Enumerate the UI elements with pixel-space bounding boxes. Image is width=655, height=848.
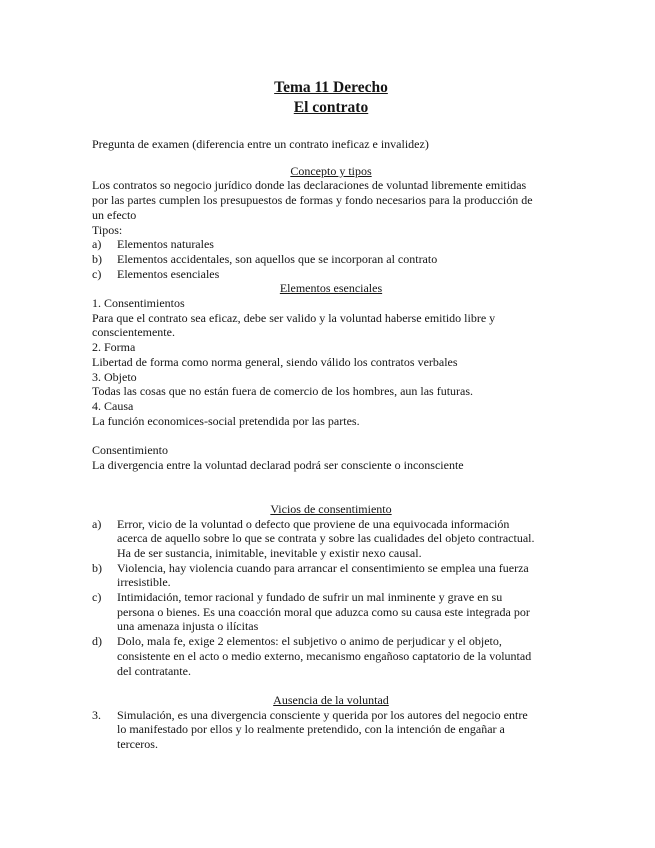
- list-item-text: [117, 634, 570, 678]
- list-item-line: Intimidación, temor racional y fundado de sufrir un mal inminente y grave en su: [117, 590, 503, 605]
- paragraph-line: Consentimiento: [92, 443, 168, 458]
- list-item-text: [117, 590, 570, 634]
- list-item-line: Elementos esenciales: [117, 266, 220, 281]
- list-marker: c): [92, 590, 102, 605]
- paragraph-line: Todas las cosas que no están fuera de comercio de los hombres, aun las futuras.: [92, 384, 474, 399]
- paragraph: [92, 296, 570, 428]
- section-heading: Ausencia de la voluntad: [273, 692, 389, 707]
- list-item-line: irresistible.: [117, 575, 171, 590]
- list-item-line: Violencia, hay violencia cuando para arrancar el consentimiento se emplea una fuerza: [117, 560, 529, 575]
- paragraph-line: Pregunta de examen (diferencia entre un contrato ineficaz e invalidez): [92, 137, 429, 151]
- paragraph: [92, 443, 570, 472]
- paragraph-line: Los contratos so negocio jurídico donde las declaraciones de voluntad libremente emitidas: [92, 178, 527, 193]
- section-heading: Vicios de consentimiento: [270, 501, 392, 516]
- list-item-line: una amenaza injusta o ilícitas: [117, 619, 259, 634]
- list-marker: b): [92, 560, 102, 575]
- list-item-line: Elementos accidentales, son aquellos que se incorporan al contrato: [117, 251, 438, 266]
- list-marker: 3.: [92, 707, 101, 722]
- list-item-line: Elementos naturales: [117, 237, 214, 252]
- list-marker: b): [92, 251, 102, 266]
- list-item-line: terceros.: [117, 737, 158, 752]
- paragraph-line: Libertad de forma como norma general, siendo válido los contratos verbales: [92, 354, 458, 369]
- list-item-line: Ha de ser sustancia, inimitable, inevitable y existir nexo causal.: [117, 545, 422, 560]
- paragraph-line: 3. Objeto: [92, 369, 137, 384]
- list-item-text: [117, 708, 570, 752]
- list-item: [92, 267, 570, 282]
- list-item-text: [117, 252, 570, 267]
- list-item: [92, 237, 570, 252]
- paragraph-line: Para que el contrato sea eficaz, debe ser valido y la voluntad haberse emitido libre y: [92, 310, 496, 325]
- list-item: [92, 590, 570, 634]
- section-heading: Concepto y tipos: [290, 163, 372, 178]
- doc-title-line: Tema 11 Derecho: [274, 79, 388, 96]
- list-item: [92, 708, 570, 752]
- list-marker: a): [92, 516, 102, 531]
- paragraph-line: 4. Causa: [92, 398, 134, 413]
- list-item-line: del contratante.: [117, 663, 191, 678]
- list-item-line: Error, vicio de la voluntad o defecto que proviene de una equivocada información: [117, 516, 510, 531]
- paragraph: [92, 178, 570, 237]
- list-item: [92, 634, 570, 678]
- list-item-line: Dolo, mala fe, exige 2 elementos: el subjetivo o animo de perjudicar y el objeto,: [117, 634, 502, 649]
- list-item-text: [117, 237, 570, 252]
- list-marker: c): [92, 266, 102, 281]
- paragraph-line: Tipos:: [92, 222, 123, 237]
- paragraph-line: por las partes cumplen los presupuestos de formas y fondo necesarios para la producción de: [92, 193, 533, 208]
- document-body: [92, 78, 570, 752]
- list-item-line: consistente en el acto o medio externo, mecanismo engañoso captatorio de la voluntad: [117, 648, 532, 663]
- paragraph-line: conscientemente.: [92, 325, 175, 340]
- list-item: [92, 561, 570, 590]
- paragraph-line: 1. Consentimientos: [92, 296, 185, 311]
- list-item: [92, 252, 570, 267]
- list-item-line: persona o bienes. Es una coacción moral que aduzca como su causa este integrada por: [117, 604, 530, 619]
- paragraph-line: La función economices-social pretendida por las partes.: [92, 413, 360, 428]
- list-item-line: acerca de aquello sobre lo que se contrata y sobre las cualidades del objeto contractual.: [117, 531, 535, 546]
- doc-title: [92, 78, 570, 117]
- list-marker: d): [92, 634, 102, 649]
- paragraph-line: 2. Forma: [92, 340, 136, 355]
- list-marker: a): [92, 237, 102, 252]
- list-item-line: lo manifestado por ellos y lo realmente pretendido, con la intención de engañar a: [117, 722, 505, 737]
- list-item-text: [117, 517, 570, 561]
- doc-title-line: El contrato: [293, 98, 369, 116]
- list-item-line: Simulación, es una divergencia consciente y querida por los autores del negocio entre: [117, 707, 528, 722]
- paragraph: [92, 137, 570, 152]
- paragraph-line: un efecto: [92, 207, 137, 222]
- list-item-text: [117, 267, 570, 282]
- list-item-text: [117, 561, 570, 590]
- section-heading: Elementos esenciales: [279, 281, 383, 296]
- paragraph-line: La divergencia entre la voluntad declarad podrá ser consciente o inconsciente: [92, 457, 464, 472]
- list-item: [92, 517, 570, 561]
